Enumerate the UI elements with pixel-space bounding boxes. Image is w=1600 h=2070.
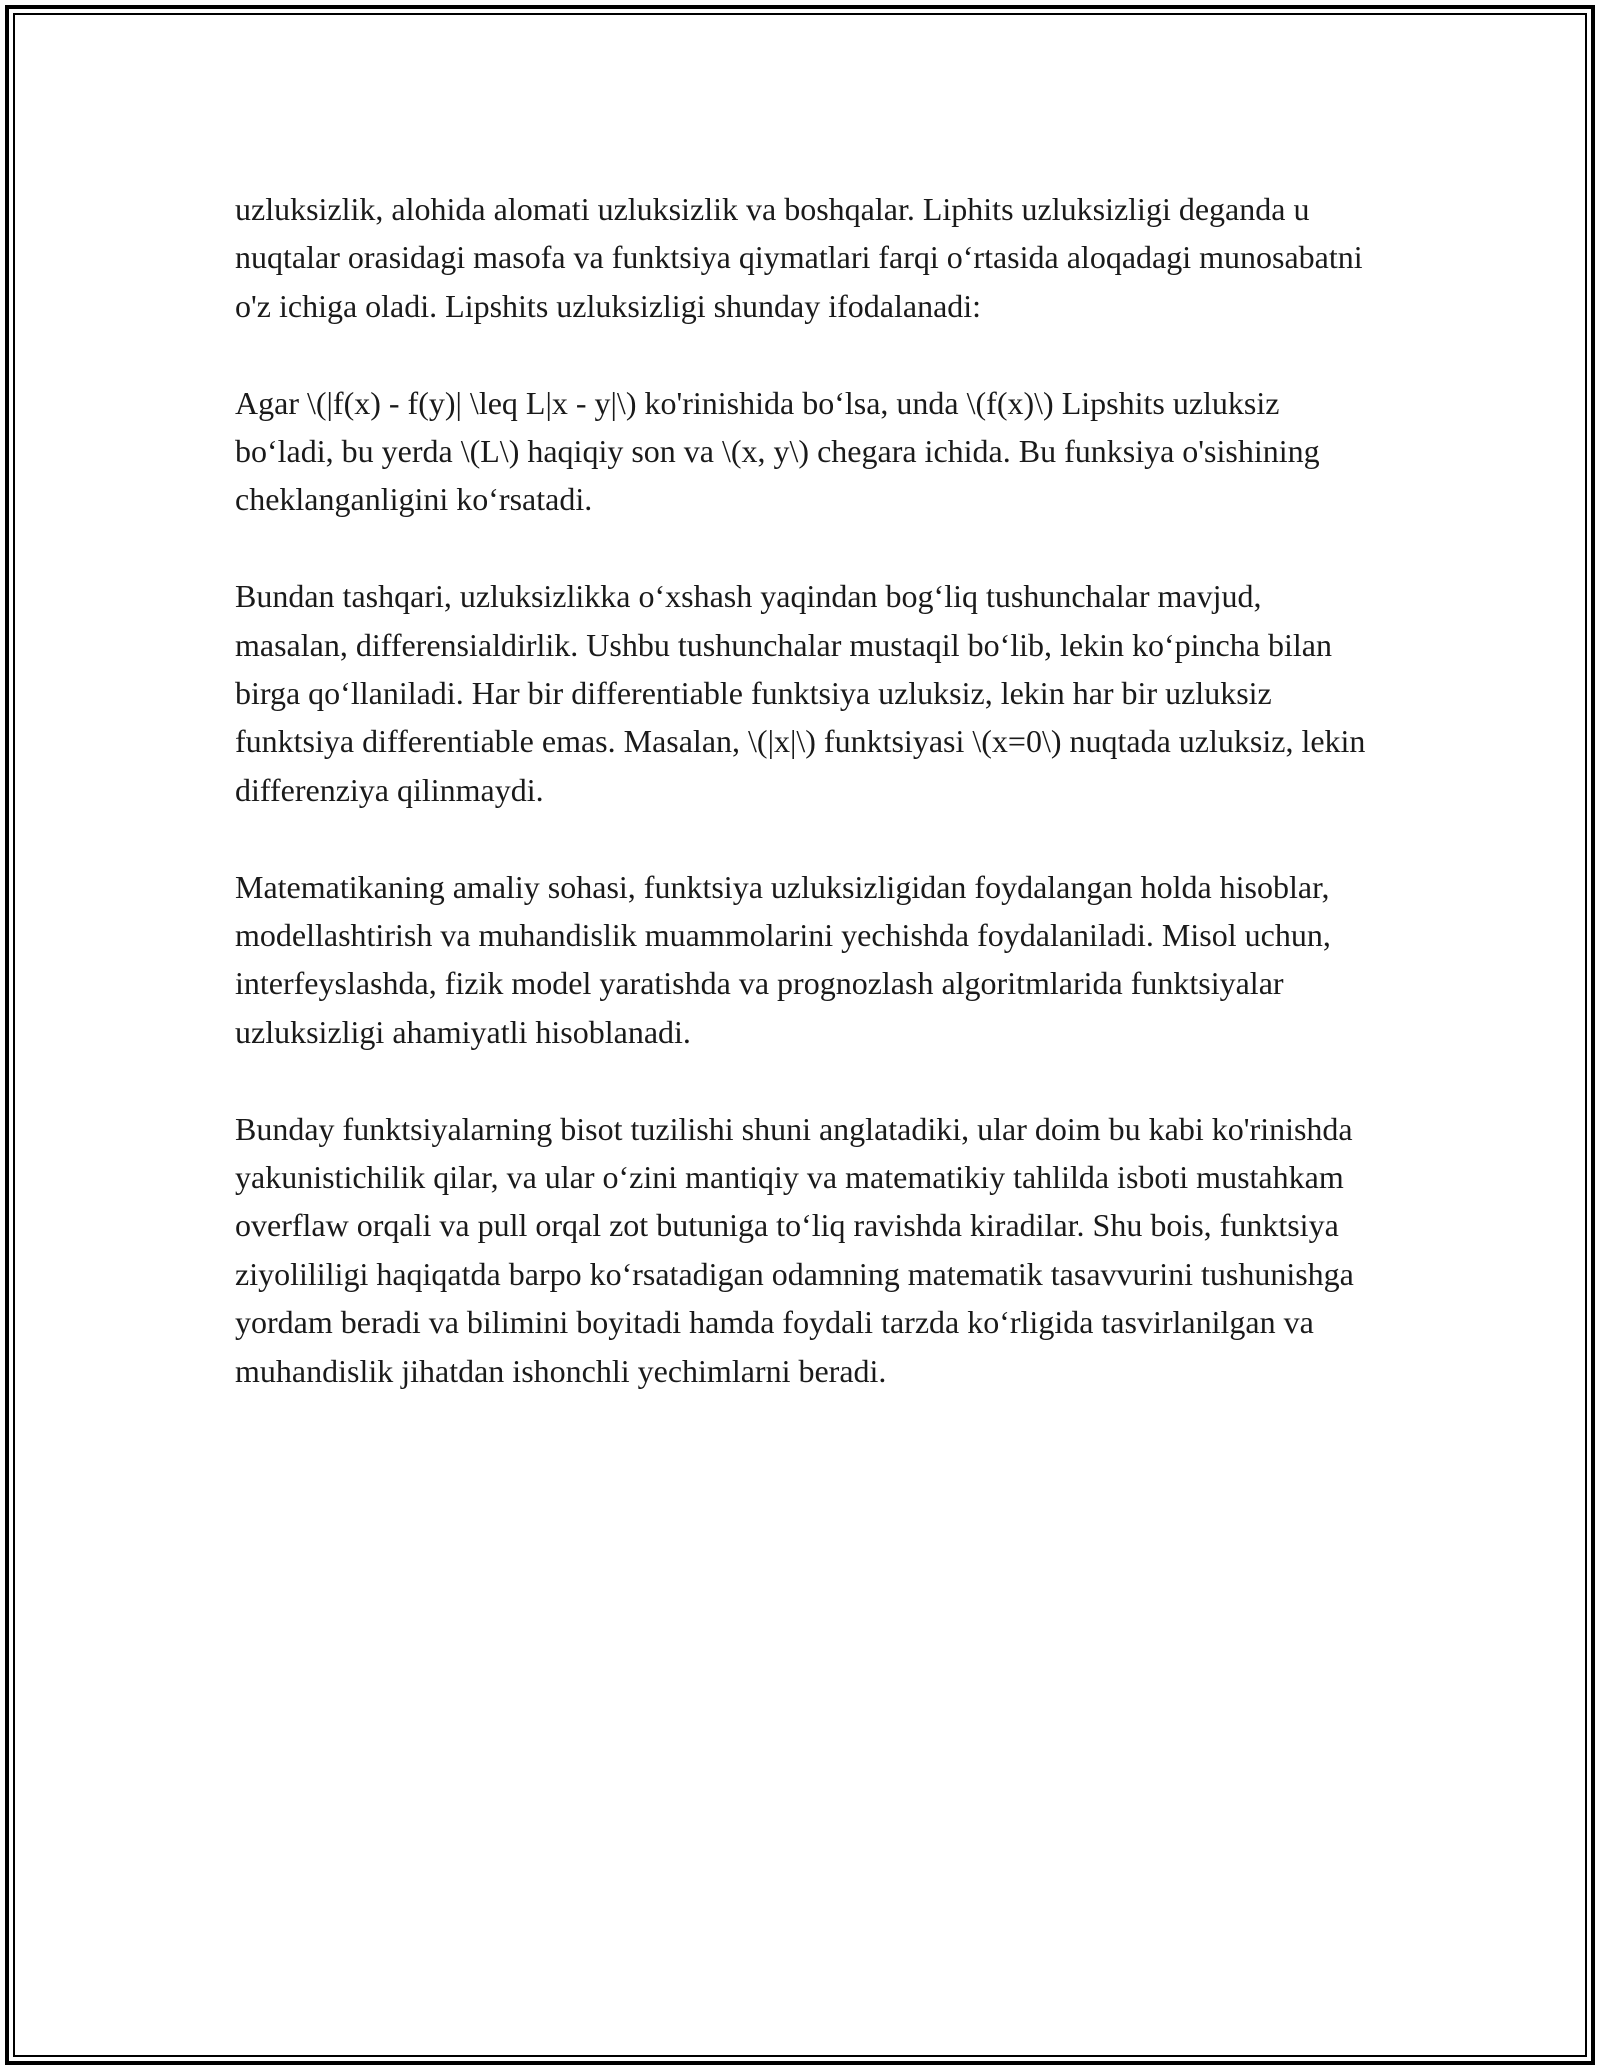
paragraph-lipschitz-intro: uzluksizlik, alohida alomati uzluksizlik va boshqalar. Liphits uzluksizligi deganda u nuqtalar orasidagi masofa va funktsiya qiymatlari farqi o‘rtasida aloqadagi munosabatni o'z ichiga oladi. Lipshits uzluksizligi shunday ifodalanadi:: [235, 191, 1363, 324]
paragraph-differentiability: Bundan tashqari, uzluksizlikka o‘xshash yaqindan bog‘liq tushunchalar mavjud, masalan, differensialdirlik. Ushbu tushunchalar mustaqil bo‘lib, lekin ko‘pincha bilan birga qo‘llaniladi. Har bir differentiable funktsiya uzluksiz, lekin har bir uzluksiz funktsiya differentiable emas. Masalan, \(|x|\) funktsiyasi \(x=0\) nuqtada uzluksiz, lekin differenziya qilinmaydi.: [235, 578, 1366, 808]
paragraph-applications: Matematikaning amaliy sohasi, funktsiya uzluksizligidan foydalangan holda hisoblar, modellashtirish va muhandislik muammolarini yechishda foydalaniladi. Misol uchun, interfeyslashda, fizik model yaratishda va prognozlash algoritmlarida funktsiyalar uzluksizligi ahamiyatli hisoblanadi.: [235, 868, 1331, 1050]
document-body: [235, 185, 1375, 1443]
paragraph-conclusion: Bunday funktsiyalarning bisot tuzilishi shuni anglatadiki, ular doim bu kabi ko'rinishda yakunistichilik qilar, va ular o‘zini mantiqiy va matematikiy tahlilda isboti mustahkam overflaw orqali va pull orqal zot butuniga to‘liq ravishda kiradilar. Shu bois, funktsiya ziyolililigi haqiqatda barpo ko‘rsatadigan odamning matematik tasavvurini tushunishga yordam beradi va bilimini boyitadi hamda foydali tarzda ko‘rligida tasvirlanilgan va muhandislik jihatdan ishonchli yechimlarni beradi.: [235, 1110, 1354, 1389]
paragraph-lipschitz-definition: Agar \(|f(x) - f(y)| \leq L|x - y|\) ko'rinishida bo‘lsa, unda \(f(x)\) Lipshits uzluksiz bo‘ladi, bu yerda \(L\) haqiqiy son va \(x, y\) chegara ichida. Bu funksiya o'sishining cheklanganligini ko‘rsatadi.: [235, 384, 1320, 518]
